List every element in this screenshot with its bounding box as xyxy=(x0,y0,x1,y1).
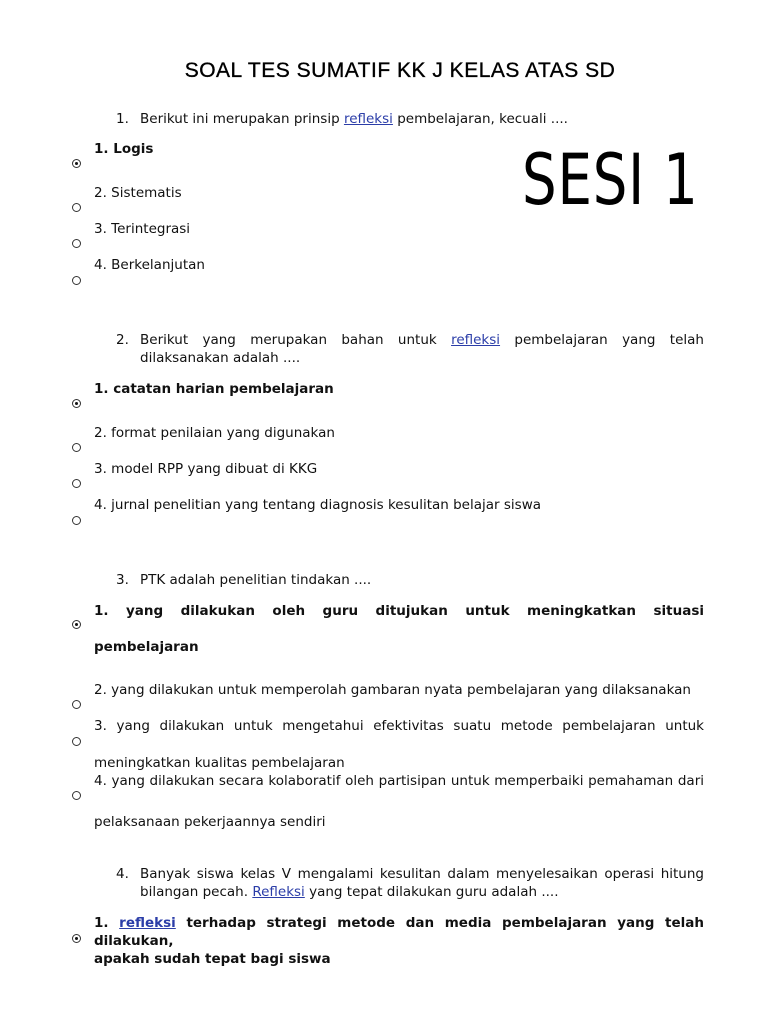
question-2: 2. Berikut yang merupakan bahan untuk refleksi pembelajaran yang telah dilaksanakan adalah .... xyxy=(116,332,704,366)
q3-option-3-label-line2: meningkatkan kualitas pembelajaran xyxy=(94,755,345,771)
q3-option-1-label-line2: pembelajaran xyxy=(94,639,199,655)
question-number: 2. xyxy=(116,332,129,348)
q2-option-2-radio[interactable] xyxy=(72,443,81,452)
question-number: 4. xyxy=(116,866,129,882)
refleksi-link[interactable]: refleksi xyxy=(119,915,176,931)
question-number: 1. xyxy=(116,111,129,127)
q4-option-1-label-line1: 1. refleksi terhadap strategi metode dan media pembelajaran yang telah dilakukan, xyxy=(94,915,704,949)
question-3: 3. PTK adalah penelitian tindakan .... xyxy=(116,572,372,588)
q2-option-4-label: 4. jurnal penelitian yang tentang diagnosis kesulitan belajar siswa xyxy=(94,497,542,513)
q2-option-4-radio[interactable] xyxy=(72,516,81,525)
q3-option-3-label-line1: 3. yang dilakukan untuk mengetahui efektivitas suatu metode pembelajaran untuk xyxy=(94,718,704,734)
q4-option-1-radio[interactable] xyxy=(72,934,81,943)
question-1: 1. Berikut ini merupakan prinsip refleksi pembelajaran, kecuali .... xyxy=(116,111,568,127)
q3-option-4-label-line2: pelaksanaan pekerjaannya sendiri xyxy=(94,814,326,830)
q1-option-3-label: 3. Terintegrasi xyxy=(94,221,191,237)
q1-option-3-radio[interactable] xyxy=(72,239,81,248)
refleksi-link[interactable]: refleksi xyxy=(451,332,501,348)
q2-option-1-radio[interactable] xyxy=(72,399,81,408)
q1-option-2-label: 2. Sistematis xyxy=(94,185,182,201)
q3-option-4-radio[interactable] xyxy=(72,791,81,800)
q1-option-4-label: 4. Berkelanjutan xyxy=(94,257,205,273)
q3-option-3-radio[interactable] xyxy=(72,737,81,746)
q2-option-2-label: 2. format penilaian yang digunakan xyxy=(94,425,335,441)
q3-option-2-radio[interactable] xyxy=(72,700,81,709)
q1-option-1-radio[interactable] xyxy=(72,159,81,168)
refleksi-link[interactable]: Refleksi xyxy=(252,884,305,900)
q2-option-1-label: 1. catatan harian pembelajaran xyxy=(94,381,334,397)
q1-option-2-radio[interactable] xyxy=(72,203,81,212)
q3-option-1-label-line1: 1. yang dilakukan oleh guru ditujukan untuk meningkatkan situasi xyxy=(94,603,704,619)
q3-option-4-label-line1: 4. yang dilakukan secara kolaboratif oleh partisipan untuk memperbaiki pemahaman dari xyxy=(94,773,704,789)
q1-option-4-radio[interactable] xyxy=(72,276,81,285)
question-number: 3. xyxy=(116,572,129,588)
refleksi-link[interactable]: refleksi xyxy=(343,111,393,127)
session-label: SESI 1 xyxy=(522,139,699,221)
page-title: SOAL TES SUMATIF KK J KELAS ATAS SD xyxy=(184,59,616,82)
q3-option-2-label: 2. yang dilakukan untuk memperolah gambaran nyata pembelajaran yang dilaksanakan xyxy=(94,682,691,698)
q3-option-1-radio[interactable] xyxy=(72,620,81,629)
q4-option-1-label-line2: apakah sudah tepat bagi siswa xyxy=(94,951,331,967)
q1-option-1-label: 1. Logis xyxy=(94,141,154,157)
q2-option-3-radio[interactable] xyxy=(72,479,81,488)
q2-option-3-label: 3. model RPP yang dibuat di KKG xyxy=(94,461,318,477)
question-4: 4. Banyak siswa kelas V mengalami kesulitan dalam menyelesaikan operasi hitung bilangan pecah. Refleksi yang tepat dilakukan guru adalah .... xyxy=(116,866,704,900)
